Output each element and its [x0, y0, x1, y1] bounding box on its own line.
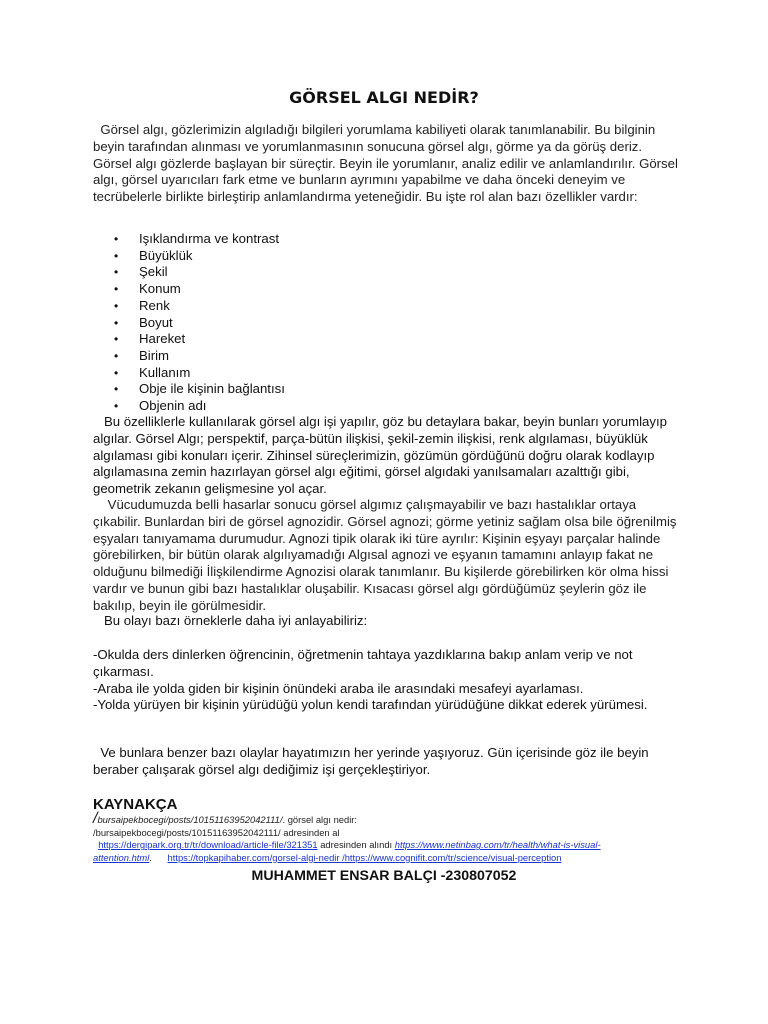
references-heading: KAYNAKÇA [93, 796, 178, 813]
list-item: • Konum [114, 281, 181, 297]
reference-link-topkapihaber[interactable]: https://topkapihaber.com/gorsel-algi-nedir /https://www.cognifit.com/tr/science/visual-perception [167, 851, 562, 863]
reference-link-netinbag[interactable]: https://www.netinbag.com/tr/health/what-is-visual-attention.html [93, 839, 601, 863]
bullet-icon: • [114, 382, 119, 397]
bullet-icon: • [114, 282, 119, 297]
reference-line-1: /bursaipekbocegi/posts/10151163952042111/. görsel algı nedir: [93, 810, 358, 827]
bullet-icon: • [114, 399, 119, 414]
example-item: -Okulda ders dinlerken öğrencinin, öğretmenin tahtaya yazdıklarına bakıp anlam verip ve not çıkarması. [93, 647, 633, 679]
body-paragraph-4: Bu olayı bazı örneklerle daha iyi anlayabiliriz: [93, 613, 368, 628]
body-paragraph-2: Bu özelliklerle kullanılarak görsel algı işi yapılır, göz bu detaylara bakar, beyin bunları yorumlayıp algılar. Görsel Algı; perspektif, parça-bütün ilişkisi, şekil-zemin ilişkisi, renk algılaması, büyüklük algılaması gibi konuları içerir. Zihinsel süreçlerimizin, gözümün gördüğünü doğru olarak kodlayıp algılamasına zemin hazırlayan görsel algı eğitimi, görsel algıdaki yanılsamaları azalttığı gibi, geometrik zekanın gelişmesine yol açar. [93, 414, 671, 497]
list-item: • Şekil [114, 264, 168, 280]
list-item: • Obje ile kişinin bağlantısı [114, 381, 285, 397]
bullet-icon: • [114, 332, 119, 347]
list-item: • Hareket [114, 331, 186, 347]
bullet-icon: • [114, 348, 119, 363]
bullet-icon: • [114, 248, 119, 263]
list-item: • Renk [114, 297, 170, 313]
bullet-icon: • [114, 232, 119, 246]
list-item: • Büyüklük [114, 247, 193, 263]
example-item: -Araba ile yolda giden bir kişinin önündeki araba ile arasındaki mesafeyi ayarlaması. [93, 680, 584, 696]
body-paragraph-6: Ve bunlara benzer bazı olaylar hayatımızın her yerinde yaşıyoruz. Gün içerisinde göz ile beyin beraber çalışarak görsel algı dediğimiz işi gerçekleştiriyor. [93, 745, 653, 777]
body-paragraph-3: Vücudumuzda belli hasarlar sonucu görsel algımız çalışmayabilir ve bazı hastalıklar ortaya çıkabilir. Bunlardan biri de görsel agnozidir. Görsel agnozi; görme yetiniz sağlam olsa bile öğrenilmiş eşyaları tanıyamama durumudur. Agnozi tipik olarak iki türe ayrılır: Kişinin eşyayı parçalar halinde görebilirken, bir bütün olarak algılıyamadığı Algısal agnozi ve eşyanın tamamını anlayıp fakat ne olduğunu bilmediği İlişkilendirme Agnozisi olarak tanımlanır. Bu kişilerde görebilirken kör olma hissi vardır ve bunun gibi bazı hastalıklar oluşabilir. Kısacası görsel algı gördüğümüz şeylerin göz ile bakılıp, beyin ile görülmesidir. [93, 497, 681, 613]
example-item: -Yolda yürüyen bir kişinin yürüdüğü yolun kendi tarafından yürüdüğüne dikkat ederek yürümesi. [93, 697, 648, 713]
list-item: • Boyut [114, 314, 173, 330]
page-title: GÖRSEL ALGI NEDİR? [289, 88, 479, 107]
bullet-icon: • [114, 315, 119, 330]
list-item: • Birim [114, 347, 170, 363]
reference-line-2: /bursaipekbocegi/posts/10151163952042111/ adresinden al [93, 826, 340, 838]
author-name: MUHAMMET ENSAR BALÇI -230807052 [251, 868, 517, 884]
reference-line-3: https://dergipark.org.tr/tr/download/article-file/321351 adresinden alındı https://www.netinbag.com/tr/health/what-is-visual-attention.html. https://topkapihaber.com/gorsel-algi-nedir /https://www.cognifit.com/tr/science/visual-perception [93, 839, 601, 863]
bullet-icon: • [114, 365, 119, 380]
bullet-icon: • [114, 265, 119, 280]
examples-block [93, 647, 683, 714]
reference-link-dergipark[interactable]: https://dergipark.org.tr/tr/download/article-file/321351 [98, 839, 318, 851]
feature-list [93, 231, 285, 415]
intro-paragraph: Görsel algı, gözlerimizin algıladığı bilgileri yorumlama kabiliyeti olarak tanımlanabilir. Bu bilginin beyin tarafından alınması ve yorumlanmasının sonucuna görsel algı, görme ya da görüş deriz. Görsel algı gözlerde başlayan bir süreçtir. Beyin ile yorumlanır, analiz edilir ve anlamlandırılır. Görsel algı, görsel uyarıcıları fark etme ve bunların ayrımını yapabilme ve daha önceki deneyim ve tecrübelerle birlikte birleştirip anlamlandırma yeteneğidir. Bu işte rol alan bazı özellikler vardır: [93, 122, 682, 205]
list-item: • Işıklandırma ve kontrast [114, 231, 279, 246]
list-item: • Kullanım [114, 364, 191, 380]
references-block [93, 810, 693, 864]
list-item: • Objenin adı [114, 398, 207, 414]
bullet-icon: • [114, 298, 119, 313]
